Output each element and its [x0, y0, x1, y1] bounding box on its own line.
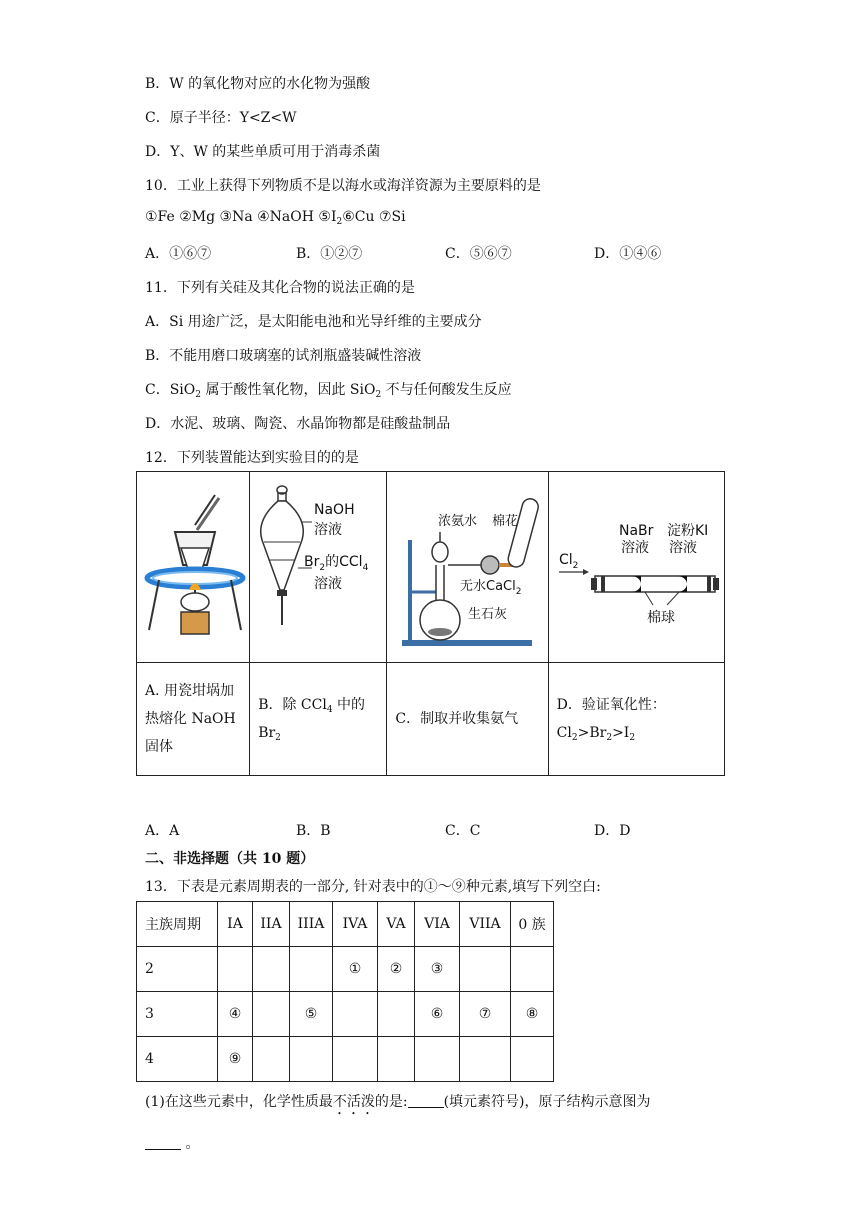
table-cell [253, 1037, 290, 1082]
label-ammonia: 浓氨水 [437, 514, 477, 529]
apparatus-b-cell [250, 472, 387, 663]
q10-option-b: B．①②⑦ [296, 246, 363, 262]
label-starch-ki: 淀粉KI [666, 523, 709, 539]
table-cell: 2 [137, 947, 218, 992]
q10-option-a: A．①⑥⑦ [145, 246, 212, 262]
table-cell [333, 992, 378, 1037]
oxidation-test-diagram [549, 480, 724, 650]
label-naoh-solution: 溶液 [314, 522, 343, 538]
table-cell [290, 1037, 333, 1082]
apparatus-c-cell [387, 472, 548, 663]
table-cell: ⑤ [290, 992, 333, 1037]
label-starch-solution: 溶液 [668, 540, 697, 556]
header-cell: IA [218, 902, 253, 947]
q12-table [136, 471, 725, 776]
table-cell: ④ [218, 992, 253, 1037]
table-cell [378, 1037, 415, 1082]
table-cell: ③ [415, 947, 460, 992]
label-br2-ccl4: $Br_2$的CCl$_4$ [304, 554, 369, 573]
table-cell: ⑧ [511, 992, 554, 1037]
q11-option-b: B．不能用磨口玻璃塞的试剂瓶盛装碱性溶液 [145, 348, 422, 364]
q9-option-b: B．W 的氧化物对应的水化物为强酸 [145, 76, 371, 92]
table-row [137, 1037, 554, 1082]
header-cell: IVA [333, 902, 378, 947]
periodic-table-fragment [136, 901, 554, 1082]
table-cell [290, 947, 333, 992]
separatory-funnel-diagram [250, 480, 386, 650]
label-cl2: $Cl_2$ [558, 552, 579, 571]
q12-option-d: D．D [594, 823, 631, 839]
header-cell: IIA [253, 902, 290, 947]
table-cell: ⑦ [460, 992, 511, 1037]
q11-option-c: C．SiO$_2$ 属于酸性氧化物，因此 SiO$_2$ 不与任何酸发生反应 [145, 382, 512, 400]
label-naoh: NaOH [314, 502, 355, 518]
header-cell: 0 族 [511, 902, 554, 947]
cell-c-text: C．制取并收集氨气 [387, 663, 548, 776]
label-nabr-solution: 溶液 [620, 540, 649, 556]
table-cell [460, 1037, 511, 1082]
table-cell [460, 947, 511, 992]
q11-option-d: D．水泥、玻璃、陶瓷、水晶饰物都是硅酸盐制品 [145, 416, 451, 432]
table-cell [333, 1037, 378, 1082]
table-cell [378, 992, 415, 1037]
table-cell: ⑥ [415, 992, 460, 1037]
table-cell [415, 1037, 460, 1082]
label-cacl2: 无水CaCl$_2$ [459, 579, 521, 597]
q12-option-a: A．A [145, 823, 180, 839]
label-solution-2: 溶液 [314, 576, 343, 592]
q11-option-a: A．Si 用途广泛，是太阳能电池和光导纤维的主要成分 [145, 314, 482, 330]
cell-d-text: D．验证氧化性： $Cl_2>Br_2>I_2$ [548, 663, 724, 776]
q13-subquestion-1: (1)在这些元素中，化学性质最不活泼的是: (填元素符号)，原子结构示意图为 [145, 1094, 651, 1110]
header-cell: 主族周期 [137, 902, 218, 947]
label-quicklime: 生石灰 [467, 607, 507, 622]
table-cell [511, 1037, 554, 1082]
q13-subquestion-1-cont: 。 [145, 1133, 199, 1153]
apparatus-d-cell [548, 472, 724, 663]
section-heading: 二、非选择题（共 10 题） [145, 851, 315, 867]
apparatus-a-cell [137, 472, 250, 663]
table-row [137, 947, 554, 992]
table-cell: 3 [137, 992, 218, 1037]
answer-blank[interactable] [408, 1093, 444, 1108]
table-cell: ① [333, 947, 378, 992]
q9-option-d: D．Y、W 的某些单质可用于消毒杀菌 [145, 144, 381, 160]
label-cotton: 棉花 [491, 514, 518, 529]
label-nabr: NaBr [618, 523, 654, 539]
label-cotton-ball: 棉球 [646, 610, 675, 626]
table-header-row [137, 902, 554, 947]
q10-stem: 10．工业上获得下列物质不是以海水或海洋资源为主要原料的是 [145, 178, 541, 194]
q9-option-c: C．原子半径：Y<Z<W [145, 110, 297, 126]
q12-option-c: C．C [445, 823, 481, 839]
q10-option-d: D．①④⑥ [594, 246, 662, 262]
q12-option-b: B．B [296, 823, 331, 839]
q10-items: ①Fe ②Mg ③Na ④NaOH $⑤I_2⑥Cu$ ⑦Si [145, 209, 406, 227]
table-cell: 4 [137, 1037, 218, 1082]
q11-stem: 11．下列有关硅及其化合物的说法正确的是 [145, 280, 415, 296]
ammonia-preparation-diagram [388, 480, 548, 650]
table-row [137, 992, 554, 1037]
table-cell [253, 947, 290, 992]
q12-stem: 12．下列装置能达到实验目的的是 [145, 450, 359, 466]
table-cell: ⑨ [218, 1037, 253, 1082]
table-cell [511, 947, 554, 992]
crucible-heating-diagram [137, 480, 249, 650]
q10-option-c: C．⑤⑥⑦ [445, 246, 512, 262]
header-cell: VA [378, 902, 415, 947]
answer-blank[interactable] [145, 1135, 181, 1150]
cell-b-text: B．除 CCl$_4$ 中的 $Br_2$ [250, 663, 387, 776]
cell-a-text: A. 用瓷坩埚加 热熔化 NaOH 固体 [137, 663, 250, 776]
header-cell: IIIA [290, 902, 333, 947]
table-cell [253, 992, 290, 1037]
table-cell [218, 947, 253, 992]
header-cell: VIIA [460, 902, 511, 947]
header-cell: VIA [415, 902, 460, 947]
table-cell: ② [378, 947, 415, 992]
q13-stem: 13．下表是元素周期表的一部分, 针对表中的①～⑨种元素,填写下列空白: [145, 879, 601, 895]
